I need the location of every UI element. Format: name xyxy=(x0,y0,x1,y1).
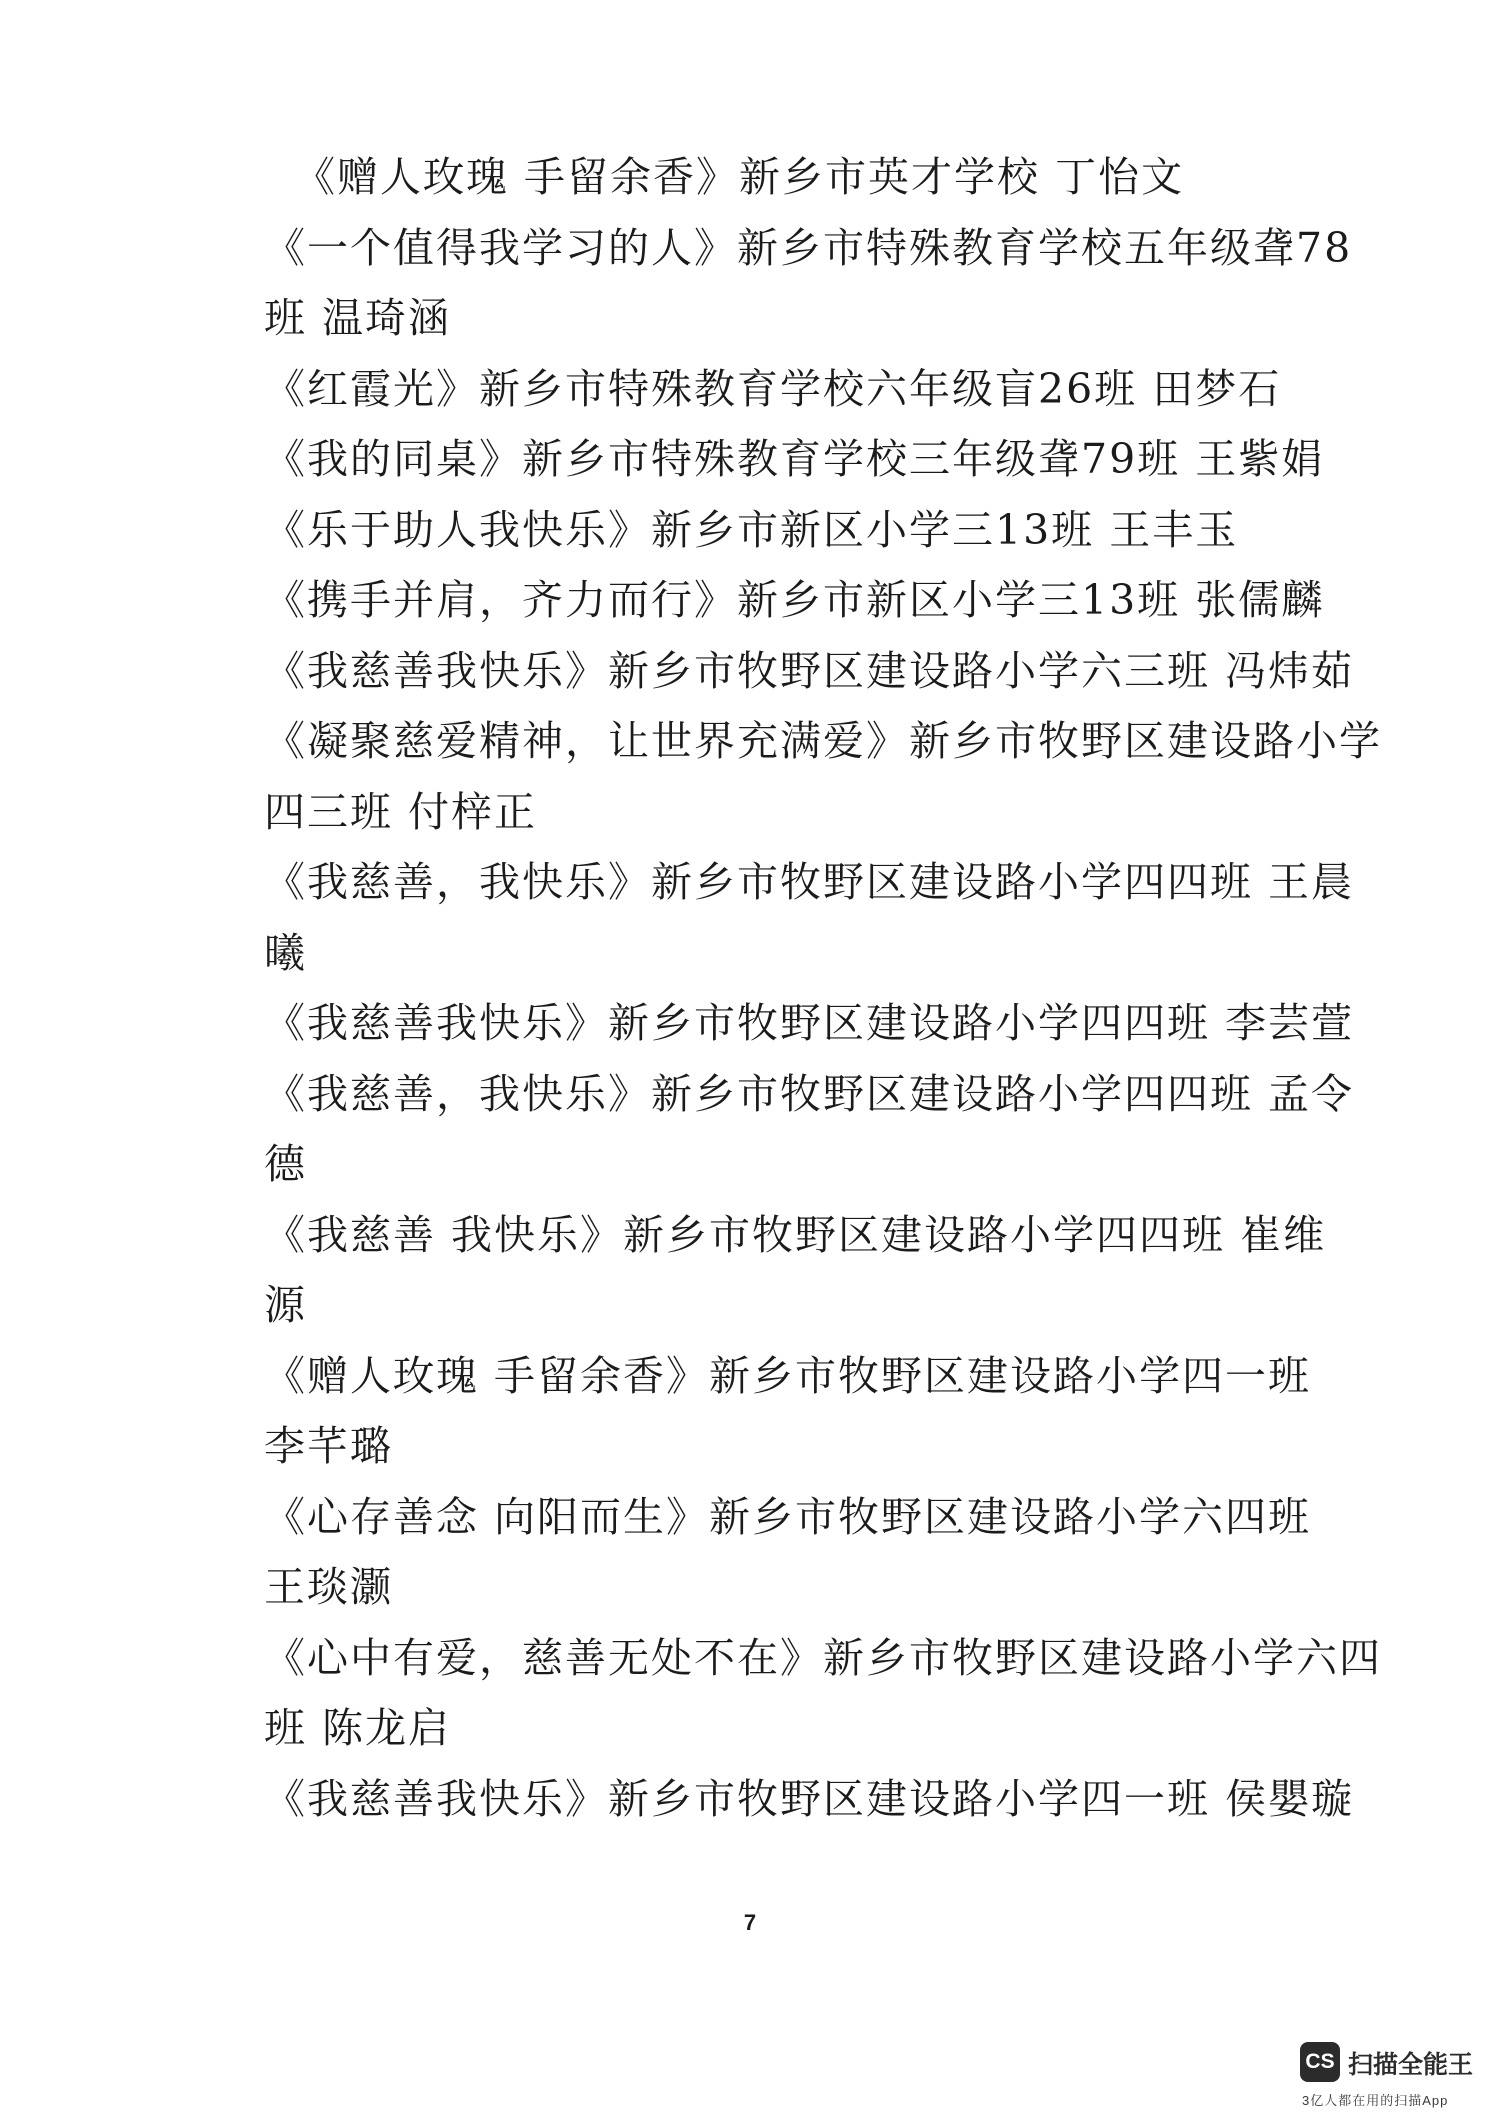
watermark-tagline: 3亿人都在用的扫描App xyxy=(1302,2093,1449,2108)
text-line: 班 陈龙启 xyxy=(264,1704,452,1752)
scanner-watermark xyxy=(1300,2042,1500,2122)
camscanner-logo-icon: CS xyxy=(1300,2042,1340,2082)
text-line: 《心存善念 向阳而生》新乡市牧野区建设路小学六四班 xyxy=(264,1492,1312,1541)
text-line: 曦 xyxy=(264,928,307,977)
text-line: 《乐于助人我快乐》新乡市新区小学三13班 王丰玉 xyxy=(264,505,1239,554)
text-line: 班 温琦涵 xyxy=(264,294,452,342)
text-line: 《我慈善我快乐》新乡市牧野区建设路小学四一班 侯嬰璇 xyxy=(264,1774,1355,1823)
text-line: 《我慈善我快乐》新乡市牧野区建设路小学四四班 李芸萱 xyxy=(264,999,1355,1047)
text-line: 源 xyxy=(264,1281,307,1329)
text-line: 王琰灏 xyxy=(264,1563,393,1611)
text-line: 《一个值得我学习的人》新乡市特殊教育学校五年级聋78 xyxy=(264,223,1353,272)
text-line: 《红霞光》新乡市特殊教育学校六年级盲26班 田梦石 xyxy=(264,364,1282,413)
text-line: 《我慈善，我快乐》新乡市牧野区建设路小学四四班 王晨 xyxy=(264,858,1355,906)
text-line: 德 xyxy=(264,1140,307,1188)
text-line: 《携手并肩，齐力而行》新乡市新区小学三13班 张儒麟 xyxy=(264,576,1325,624)
text-line: 李芊璐 xyxy=(264,1422,393,1470)
text-line: 《我慈善我快乐》新乡市牧野区建设路小学六三班 冯炜茹 xyxy=(264,646,1355,695)
text-line: 《凝聚慈爱精神，让世界充满爱》新乡市牧野区建设路小学 xyxy=(264,717,1382,765)
document-body xyxy=(264,142,1382,1834)
text-line: 四三班 付梓正 xyxy=(264,787,538,836)
page-number: 7 xyxy=(743,1910,757,1935)
text-line: 《赠人玫瑰 手留余香》新乡市英才学校 丁怡文 xyxy=(294,153,1185,201)
text-line: 《赠人玫瑰 手留余香》新乡市牧野区建设路小学四一班 xyxy=(264,1351,1312,1400)
text-line: 《我慈善 我快乐》新乡市牧野区建设路小学四四班 崔维 xyxy=(264,1210,1327,1259)
text-line: 《心中有爱，慈善无处不在》新乡市牧野区建设路小学六四 xyxy=(264,1633,1382,1682)
text-line: 《我慈善，我快乐》新乡市牧野区建设路小学四四班 孟令 xyxy=(264,1069,1355,1118)
watermark-brand: 扫描全能王 xyxy=(1348,2051,1474,2079)
text-line: 《我的同桌》新乡市特殊教育学校三年级聋79班 王紫娟 xyxy=(264,435,1325,483)
